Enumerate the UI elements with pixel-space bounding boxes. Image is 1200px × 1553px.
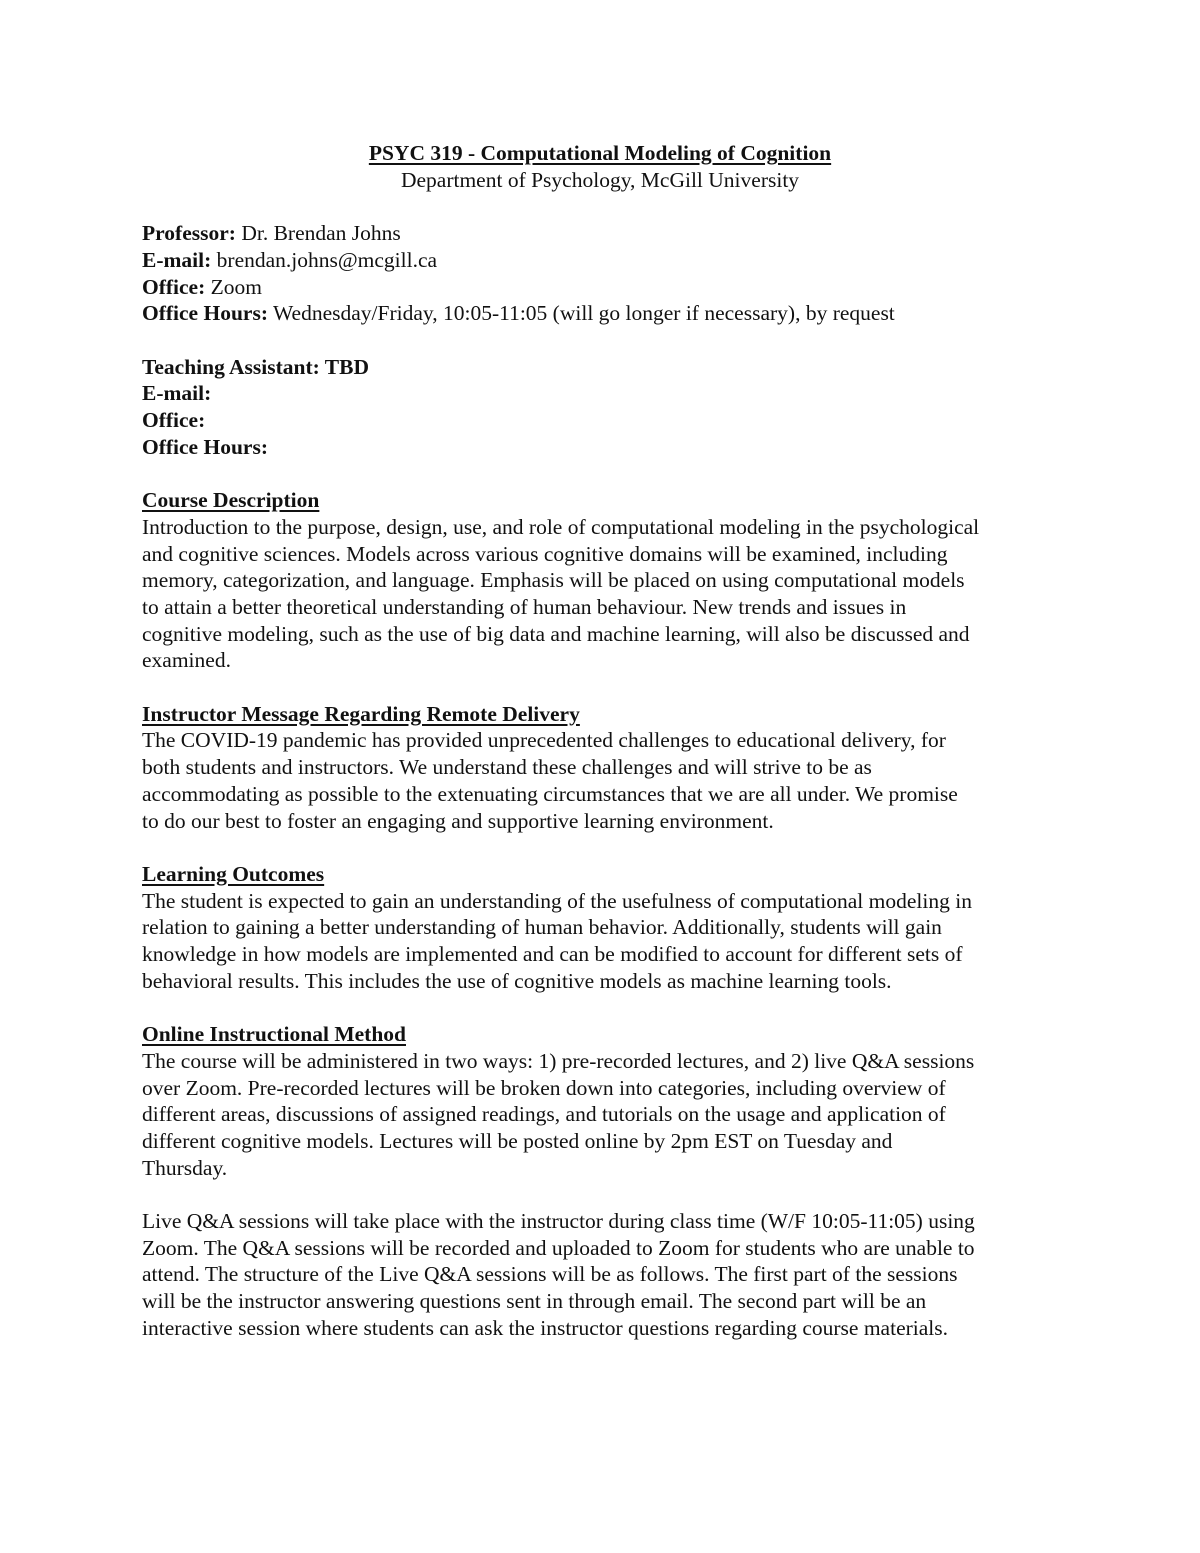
course-description-section: [142, 487, 1072, 674]
spacer: [142, 460, 1072, 487]
paragraph-line: different cognitive models. Lectures will be posted online by 2pm EST on Tuesday and: [142, 1128, 893, 1153]
professor-email: brendan.johns@mcgill.ca: [211, 247, 438, 272]
course-title: PSYC 319 - Computational Modeling of Cognition: [368, 141, 832, 165]
learning-outcomes-section: [142, 861, 1072, 995]
paragraph-line: examined.: [142, 648, 231, 673]
office-hours-label: Office Hours:: [142, 301, 268, 326]
paragraph-line: Thursday.: [142, 1155, 228, 1180]
paragraph-line: Introduction to the purpose, design, use, and role of computational modeling in the psychological: [142, 514, 980, 539]
ta-label: Teaching Assistant: TBD: [142, 354, 370, 379]
professor-office-hours: Wednesday/Friday, 10:05-11:05 (will go longer if necessary), by request: [267, 301, 895, 326]
section-heading: Instructor Message Regarding Remote Delivery: [142, 701, 580, 726]
spacer: [142, 834, 1072, 861]
spacer: [142, 327, 1072, 354]
office-label: Office:: [142, 274, 206, 299]
ta-info: [142, 354, 1072, 461]
paragraph-line: interactive session where students can ask the instructor questions regarding course materials.: [142, 1315, 949, 1340]
professor-name-field: [142, 220, 1072, 247]
paragraph-line: over Zoom. Pre-recorded lectures will be broken down into categories, including overview of: [142, 1075, 946, 1100]
paragraph-line: will be the instructor answering questions sent in through email. The second part will be an: [142, 1289, 927, 1314]
paragraph-line: attend. The structure of the Live Q&A sessions will be as follows. The first part of the sessions: [142, 1262, 958, 1287]
professor-info: [142, 220, 1072, 327]
professor-email-field: [142, 247, 1072, 274]
paragraph-line: both students and instructors. We understand these challenges and will strive to be as: [142, 755, 872, 780]
email-label: E-mail:: [142, 247, 212, 272]
document-header: [142, 140, 1058, 193]
ta-email-label: E-mail:: [142, 381, 212, 406]
professor-hours-field: [142, 300, 1072, 327]
remote-delivery-section: [142, 701, 1072, 835]
paragraph-line: Zoom. The Q&A sessions will be recorded and uploaded to Zoom for students who are unable to: [142, 1235, 975, 1260]
ta-office-field: [142, 407, 1072, 434]
section-heading: Course Description: [142, 488, 320, 513]
paragraph-line: The student is expected to gain an understanding of the usefulness of computational modeling in: [142, 888, 972, 913]
section-heading: Online Instructional Method: [142, 1022, 406, 1047]
ta-email-field: [142, 380, 1072, 407]
professor-name: Dr. Brendan Johns: [235, 221, 401, 246]
professor-office-field: [142, 274, 1072, 301]
paragraph-line: to attain a better theoretical understanding of human behaviour. New trends and issues in: [142, 594, 907, 619]
ta-office-hours-label: Office Hours:: [142, 434, 268, 459]
section-heading: Learning Outcomes: [142, 861, 325, 886]
paragraph-line: Live Q&A sessions will take place with the instructor during class time (W/F 10:05-11:05) using: [142, 1209, 975, 1234]
paragraph-line: knowledge in how models are implemented and can be modified to account for different sets of: [142, 942, 963, 967]
spacer: [142, 994, 1072, 1021]
paragraph-line: memory, categorization, and language. Emphasis will be placed on using computational models: [142, 568, 965, 593]
paragraph-line: The course will be administered in two ways: 1) pre-recorded lectures, and 2) live Q&A sessions: [142, 1048, 975, 1073]
paragraph-line: different areas, discussions of assigned readings, and tutorials on the usage and application of: [142, 1102, 946, 1127]
ta-office-label: Office:: [142, 408, 206, 432]
paragraph-line: The COVID-19 pandemic has provided unprecedented challenges to educational delivery, for: [142, 728, 946, 753]
paragraph-line: behavioral results. This includes the use of cognitive models as machine learning tools.: [142, 968, 892, 993]
department-subtitle: Department of Psychology, McGill University: [400, 167, 800, 192]
paragraph-line: to do our best to foster an engaging and supportive learning environment.: [142, 808, 774, 833]
ta-name-field: [142, 354, 1072, 381]
syllabus-body: [142, 140, 1072, 1342]
paragraph-line: accommodating as possible to the extenuating circumstances that we are all under. We promise: [142, 781, 958, 806]
spacer: [142, 674, 1072, 701]
professor-office: Zoom: [205, 274, 262, 299]
professor-label: Professor:: [142, 221, 236, 246]
paragraph-line: relation to gaining a better understanding of human behavior. Additionally, students will gain: [142, 915, 942, 940]
paragraph-line: cognitive modeling, such as the use of big data and machine learning, will also be discussed and: [142, 621, 970, 646]
instructional-method-section: [142, 1021, 1072, 1341]
spacer: [142, 1181, 1072, 1208]
ta-hours-field: [142, 434, 1072, 461]
spacer: [142, 193, 1072, 220]
paragraph-line: and cognitive sciences. Models across various cognitive domains will be examined, including: [142, 541, 948, 566]
